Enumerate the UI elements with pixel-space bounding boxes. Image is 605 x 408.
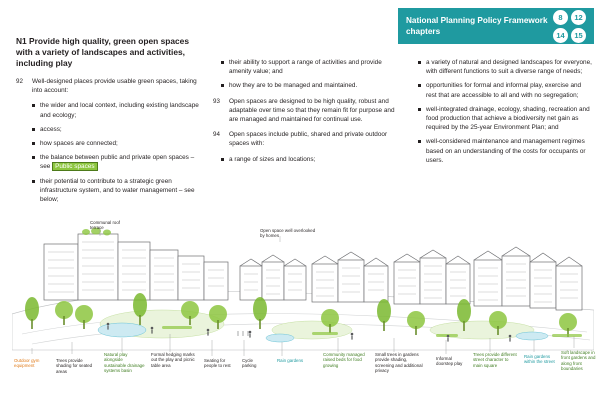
column-two bbox=[213, 36, 396, 210]
paragraph-text: Open spaces are designed to be high quality, robust and adaptable over time so that they remain fit for purpose and are managed and maintained for continual use. bbox=[229, 97, 395, 124]
paragraph-94 bbox=[213, 130, 396, 148]
callout-formal-hedging bbox=[151, 352, 195, 368]
callout-text: Informal doorstep play bbox=[436, 356, 463, 367]
list-item: the wider and local context, including existing landscape and ecology; bbox=[32, 101, 199, 119]
chapter-chip: 8 bbox=[553, 10, 568, 25]
list-item: opportunities for formal and informal play, exercise and rest that are accessible to all and with no segregation; bbox=[418, 81, 593, 99]
list-item: well-considered maintenance and management regimes based on an understanding of the costs for occupants or users. bbox=[418, 137, 593, 165]
callout-outdoor-gym bbox=[14, 358, 48, 369]
callout-text: Open space well overlooked by homes bbox=[260, 228, 316, 239]
public-spaces-highlight: Public spaces bbox=[52, 162, 97, 171]
callout-communal-roof-terrace bbox=[90, 220, 134, 231]
callout-soft-landscape-front-gardens bbox=[561, 350, 601, 372]
callout-text: Trees provide different street character to main square bbox=[473, 352, 517, 368]
paragraph-text: Open spaces include public, shared and private outdoor spaces with: bbox=[229, 131, 388, 148]
paragraph-number: 94 bbox=[213, 131, 220, 139]
list-item: how spaces are connected; bbox=[32, 139, 199, 148]
column-three-bullets bbox=[410, 58, 593, 165]
chapter-badge-label: National Planning Policy Framework chapters bbox=[406, 16, 548, 36]
callout-trees-shading bbox=[56, 358, 96, 374]
callout-natural-play bbox=[104, 352, 146, 374]
callout-text: Rain gardens bbox=[277, 358, 304, 363]
list-item-text: the balance between public and private open spaces – see bbox=[40, 154, 195, 171]
list-item: a range of sizes and locations; bbox=[221, 155, 396, 164]
callout-text: Rain gardens within the street bbox=[524, 354, 555, 365]
callout-text: Seating for people to rest bbox=[204, 358, 231, 369]
callout-text: Natural play alongside sustainable drainage systems basin bbox=[104, 352, 145, 374]
list-item: their potential to contribute to a strategic green infrastructure system, and to water management – see below; bbox=[32, 177, 199, 205]
chapter-chip: 14 bbox=[553, 28, 568, 43]
callout-cycle-parking bbox=[242, 358, 268, 369]
callout-small-trees-gardens bbox=[375, 352, 427, 374]
paragraph-92 bbox=[16, 77, 199, 95]
list-item: their ability to support a range of activities and provide amenity value; and bbox=[221, 58, 396, 76]
chapter-chip: 15 bbox=[571, 28, 586, 43]
callout-text: Small trees in gardens provide shading, screening and additional privacy bbox=[375, 352, 423, 374]
column-one-bullets bbox=[16, 101, 199, 204]
callout-rain-gardens-within-street bbox=[524, 354, 556, 365]
callout-community-raised-beds bbox=[323, 352, 369, 368]
callout-text: Cycle parking bbox=[242, 358, 257, 369]
paragraph-number: 92 bbox=[16, 78, 23, 85]
list-item: a variety of natural and designed landscapes for everyone, with different functions to suit a diverse range of needs; bbox=[418, 58, 593, 76]
list-item: well-integrated drainage, ecology, shading, recreation and food production that achieve a biodiversity net gain as required by the 25-year Environment Plan; and bbox=[418, 105, 593, 133]
callout-text: Trees provide shading for seated areas bbox=[56, 358, 93, 374]
callout-text: Outdoor gym equipment bbox=[14, 358, 40, 369]
street-illustration bbox=[12, 218, 594, 396]
paragraph-93 bbox=[213, 97, 396, 125]
column-two-bullets-top bbox=[213, 58, 396, 91]
callout-informal-doorstep-play bbox=[436, 356, 466, 367]
chapter-chip: 12 bbox=[571, 10, 586, 25]
callout-text: Formal hedging marks out the play and picnic table area bbox=[151, 352, 195, 368]
column-one bbox=[16, 36, 199, 210]
callout-rain-gardens-street bbox=[277, 358, 305, 363]
callout-trees-street-character bbox=[473, 352, 517, 368]
column-two-bullets-bottom bbox=[213, 155, 396, 164]
list-item: how they are to be managed and maintained. bbox=[221, 81, 396, 90]
illustration-drawing bbox=[12, 218, 594, 396]
text-columns bbox=[16, 36, 594, 210]
paragraph-number: 93 bbox=[213, 97, 220, 105]
callout-text: Soft landscape in front gardens and along front boundaries bbox=[561, 350, 596, 372]
list-item: access; bbox=[32, 125, 199, 134]
callout-open-space-overlooked bbox=[260, 228, 316, 239]
callout-text: Communal roof terrace bbox=[90, 220, 121, 231]
list-item bbox=[32, 153, 199, 171]
callout-seating-rest bbox=[204, 358, 238, 369]
paragraph-text: Well-designed places provide usable green spaces, taking into account: bbox=[32, 78, 197, 95]
callout-text: Community managed raised beds for food growing bbox=[323, 352, 365, 368]
column-three bbox=[410, 36, 593, 210]
section-title: N1 Provide high quality, green open spaces with a variety of landscapes and activities, including play bbox=[16, 36, 189, 68]
